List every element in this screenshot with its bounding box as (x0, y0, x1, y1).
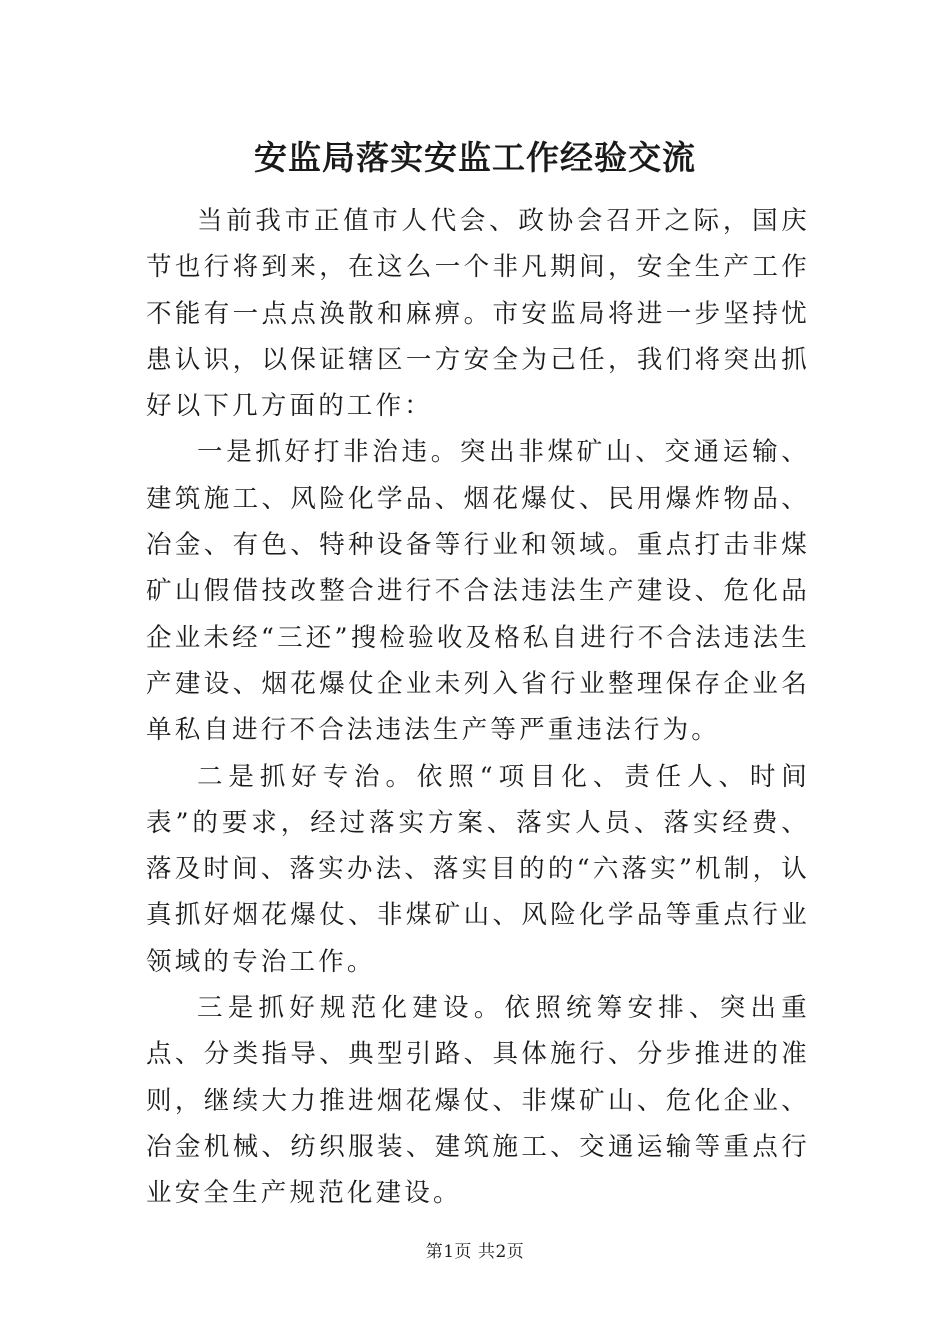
paragraph-intro: 当前我市正值市人代会、政协会召开之际，国庆节也行将到来，在这么一个非凡期间，安全生产工作不能有一点点涣散和麻痹。市安监局将进一步坚持忧患认识，以保证辖区一方安全为己任，我们将突出抓好以下几方面的工作： (146, 206, 810, 422)
paragraph-point-three: 三是抓好规范化建设。依照统筹安排、突出重点、分类指导、典型引路、具体施行、分步推进的准则，继续大力推进烟花爆仗、非煤矿山、危化企业、冶金机械、纺织服装、建筑施工、交通运输等重点行业安全生产规范化建设。 (146, 993, 810, 1209)
paragraph-point-two: 二是抓好专治。依照“项目化、责任人、时间表”的要求，经过落实方案、落实人员、落实经费、落及时间、落实办法、落实目的的“六落实”机制，认真抓好烟花爆仗、非煤矿山、风险化学品等重点行业领域的专治工作。 (146, 761, 810, 977)
document-title: 安监局落实安监工作经验交流 (254, 138, 696, 177)
paragraph-point-one: 一是抓好打非治违。突出非煤矿山、交通运输、建筑施工、风险化学品、烟花爆仗、民用爆炸物品、冶金、有色、特种设备等行业和领域。重点打击非煤矿山假借技改整合进行不合法违法生产建设、危化品企业未经“三还”搜检验收及格私自进行不合法违法生产建设、烟花爆仗企业未列入省行业整理保存企业名单私自进行不合法违法生产等严重违法行为。 (146, 437, 810, 746)
document-body (146, 198, 810, 1217)
page-number-footer: 第1页 共2页 (425, 1242, 525, 1262)
